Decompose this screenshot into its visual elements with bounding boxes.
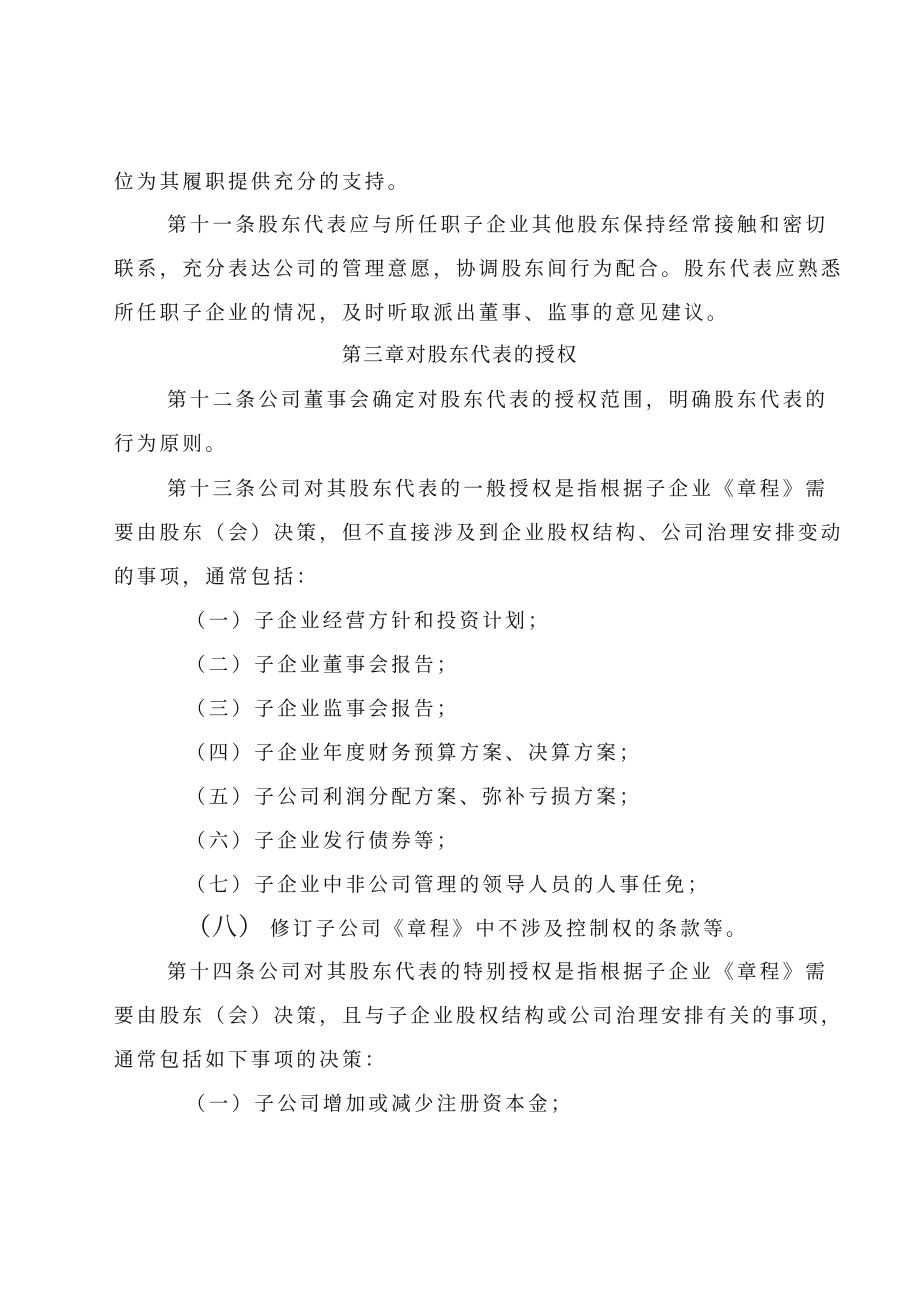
chapter-3-heading: 第三章对股东代表的授权 xyxy=(341,343,579,366)
article-14-line-1: 第十四条公司对其股东代表的特别授权是指根据子企业《章程》需 xyxy=(167,960,829,983)
special-list-item-1: （一）子公司增加或减少注册资本金； xyxy=(186,1092,574,1115)
article-14-line-3: 通常包括如下事项的决策： xyxy=(114,1048,388,1071)
article-12-line-2: 行为原则。 xyxy=(114,432,229,455)
list-item-3: （三）子企业监事会报告； xyxy=(186,697,460,720)
list-item-7: （七）子企业中非公司管理的领导人员的人事任免； xyxy=(186,873,711,896)
article-11-line-3: 所任职子企业的情况，及时听取派出董事、监事的意见建议。 xyxy=(114,301,730,324)
article-14-line-2: 要由股东（会）决策，且与子企业股权结构或公司治理安排有关的事项， xyxy=(114,1004,844,1027)
list-item-4: （四）子企业年度财务预算方案、决算方案； xyxy=(186,741,643,764)
article-11-line-2: 联系，充分表达公司的管理意愿，协调股东间行为配合。股东代表应熟悉 xyxy=(114,257,844,280)
article-11-line-1: 第十一条股东代表应与所任职子企业其他股东保持经常接触和密切 xyxy=(167,213,829,236)
article-13-line-3: 的事项，通常包括： xyxy=(114,565,320,588)
list-item-2: （二）子企业董事会报告； xyxy=(186,653,460,676)
article-12-line-1: 第十二条公司董事会确定对股东代表的授权范围，明确股东代表的 xyxy=(167,388,829,411)
list-item-8-number: （八） xyxy=(186,912,265,941)
article-13-line-2: 要由股东（会）决策，但不直接涉及到企业股权结构、公司治理安排变动 xyxy=(114,521,844,544)
list-item-5: （五）子公司利润分配方案、弥补亏损方案； xyxy=(186,785,643,808)
list-item-6: （六）子企业发行债券等； xyxy=(186,829,460,852)
list-item-8-text: 修订子公司《章程》中不涉及控制权的条款等。 xyxy=(270,917,749,940)
list-item-8 xyxy=(186,914,749,939)
article-13-line-1: 第十三条公司对其股东代表的一般授权是指根据子企业《章程》需 xyxy=(167,477,829,500)
paragraph-continuation: 位为其履职提供充分的支持。 xyxy=(114,170,411,193)
list-item-1: （一）子企业经营方针和投资计划； xyxy=(186,609,551,632)
